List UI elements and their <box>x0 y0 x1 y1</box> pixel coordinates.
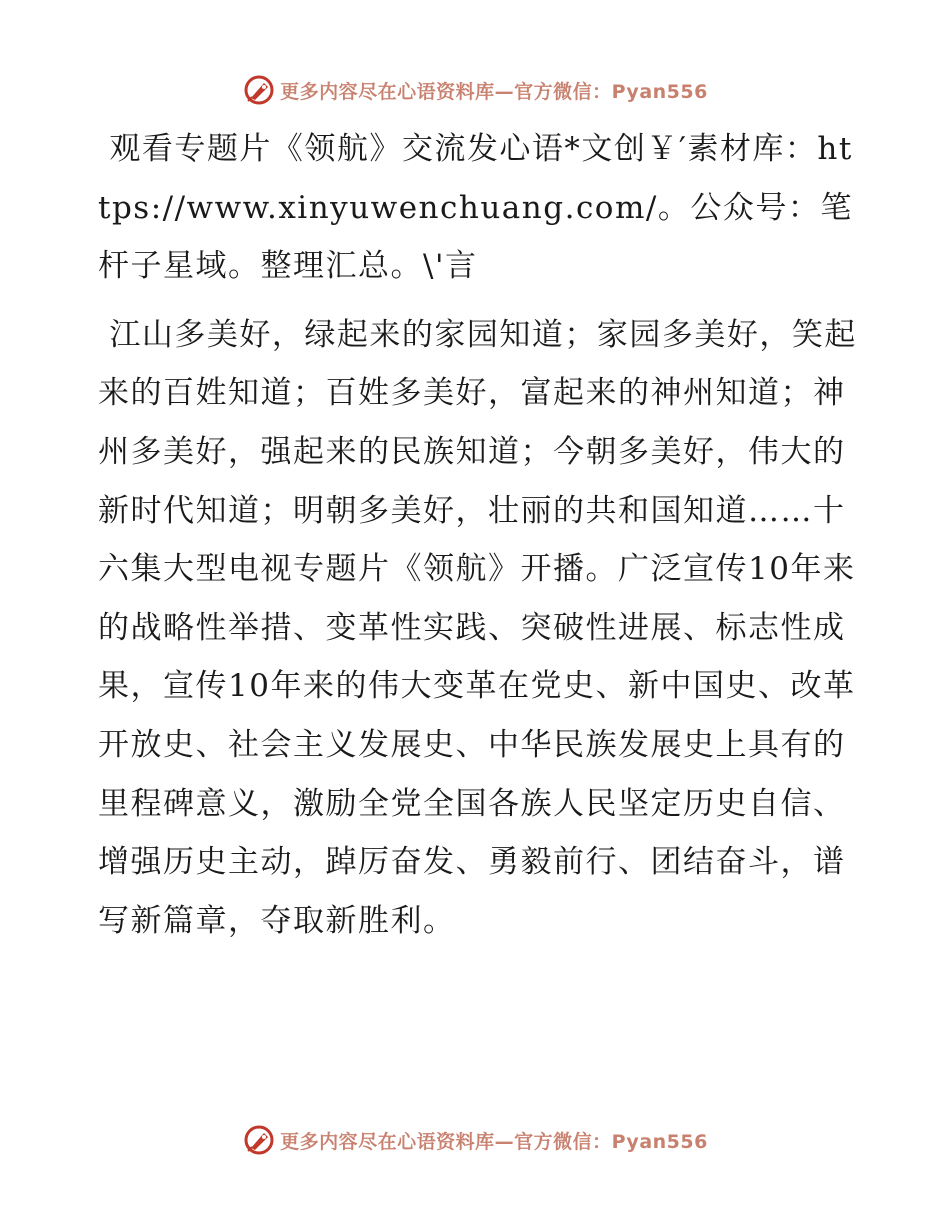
header-banner-text: 更多内容尽在心语资料库—官方微信：Pyan556 <box>280 80 708 103</box>
pen-nib-logo-icon <box>242 1123 276 1157</box>
document-body <box>98 120 858 950</box>
header-banner-inner <box>242 73 708 107</box>
footer-banner-inner <box>242 1123 708 1157</box>
pen-nib-logo-icon <box>242 73 276 107</box>
intro-paragraph: 观看专题片《领航》交流发心语*文创￥′素材库：https://www.xinyuwenchuang.com/。公众号：笔杆子星域。整理汇总。\'言 <box>98 131 853 285</box>
footer-banner <box>0 1120 950 1160</box>
body-paragraph: 江山多美好，绿起来的家园知道；家园多美好，笑起来的百姓知道；百姓多美好，富起来的神州知道；神州多美好，强起来的民族知道；今朝多美好，伟大的新时代知道；明朝多美好，壮丽的共和国知道……十六集大型电视专题片《领航》开播。广泛宣传10年来的战略性举措、变革性实践、突破性进展、标志性成果，宣传10年来的伟大变革在党史、新中国史、改革开放史、社会主义发展史、中华民族发展史上具有的里程碑意义，激励全党全国各族人民坚定历史自信、增强历史主动，踔厉奋发、勇毅前行、团结奋斗，谱写新篇章，夺取新胜利。 <box>98 316 857 939</box>
footer-banner-text: 更多内容尽在心语资料库—官方微信：Pyan556 <box>280 1130 708 1153</box>
header-banner <box>0 70 950 110</box>
